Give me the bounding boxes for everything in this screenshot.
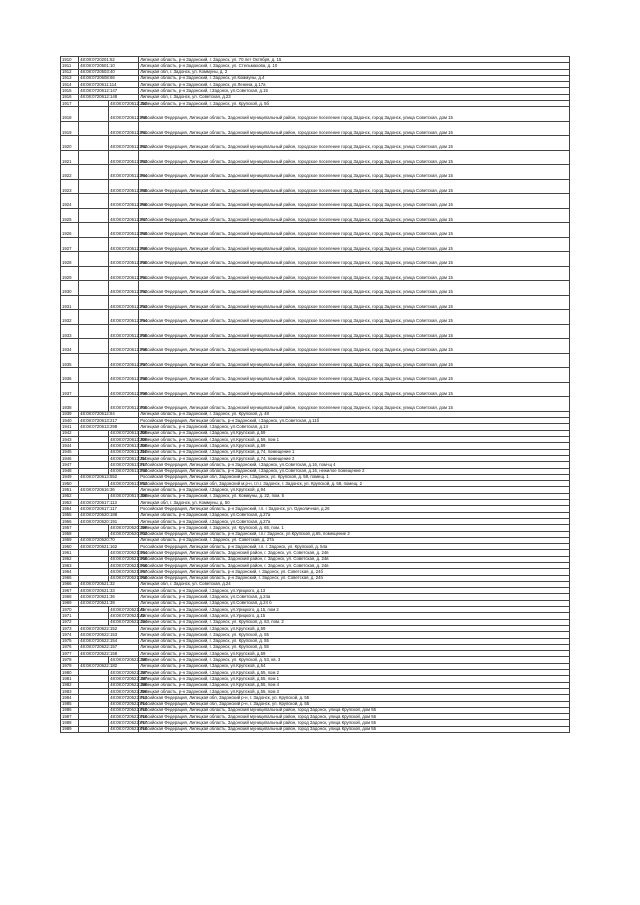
address-cell: Российская Федерация, Липецкая область, р-н Задонский, г.п. г Задонск, ул. Одноличная, д.26 <box>139 506 570 512</box>
address-cell: Российская Федерация, Липецкая область, р-н Задонский, г. Задонск, ул. Советская, д. 24б <box>139 575 570 581</box>
address-cell: Липецкая обл, г. Задонск, ул. Советская, д.24 <box>139 581 570 587</box>
cadastral-number-parcel: 48:08:0720621:33 <box>79 588 139 594</box>
cadastral-number-building: 48:08:0720613:311 <box>110 455 147 461</box>
cadastral-number-building: 48:08:0720622:180 <box>110 657 148 663</box>
address-cell: Липецкая область, р-н Задонский, г. Задонск, ул. Стельмахова, д. 10 <box>139 63 570 69</box>
cadastral-number-building: 48:08:0720621:165 <box>110 556 148 562</box>
row-number: 1942 <box>61 430 79 436</box>
cadastral-number-building: 48:08:0720622:417 <box>110 720 148 726</box>
address-cell: Липецкая область, р-н Задонский, г. Задонск, ул. Крупской, д. 55 <box>139 644 570 650</box>
cadastral-number-building: 48:08:0720622:144 <box>110 619 148 625</box>
cadastral-number-parcel: 48:08:0720622:157 <box>79 644 139 650</box>
cadastral-number-parcel: 48:08:0720621:36 <box>79 594 139 600</box>
row-number: 1970 <box>61 607 79 613</box>
row-number: 1928 <box>61 252 79 267</box>
row-number: 1935 <box>61 353 79 368</box>
cadastral-number-building: 48:08:0720612:153 <box>110 100 148 106</box>
address-cell: Липецкая область, р-н Задонский, г.Задонск, ул.Советская, д.24а <box>139 594 570 600</box>
cadastral-number-parcel: 48:08:0720501:10 <box>79 63 139 69</box>
address-cell: Липецкая область, р-н Задонский, г.Задонск, ул.Урицкого, д.15, пом 2 <box>139 607 570 613</box>
row-number: 1965 <box>61 575 79 581</box>
address-cell: Липецкая область, р-н Задонский, г. Задонск, ул. Советская, д. 27а <box>139 537 570 543</box>
table-row <box>61 121 570 136</box>
row-number: 1964 <box>61 569 79 575</box>
cadastral-number-parcel: 48:08:0720617:117 <box>79 506 139 512</box>
cadastral-number-building: 48:08:0720620:203 <box>110 531 148 537</box>
cadastral-number-parcel: 48:08:0720612:147 <box>79 88 139 94</box>
cadastral-number-building: 48:08:0720613:317 <box>110 461 148 467</box>
address-cell: Липецкая область, р-н Задонский, г.Задонск, ул.Крупской, д.59 <box>139 651 570 657</box>
row-number: 1967 <box>61 588 79 594</box>
address-cell: Липецкая область, р-н Задонский, г. Задонск, ул. Крупской, д. 63, пом. 2 <box>139 619 570 625</box>
address-cell: Липецкая область, р-н Задонский, г. Задонск, ул. Крупской, д. 53, кв. 3 <box>139 657 570 663</box>
row-number: 1927 <box>61 237 79 252</box>
row-number: 1980 <box>61 670 79 676</box>
cadastral-number-parcel: 48:08:0720622:153 <box>79 632 139 638</box>
row-number: 1989 <box>61 726 79 732</box>
cadastral-number-building: 48:08:0720622:414 <box>110 701 148 707</box>
cadastral-number-parcel <box>79 107 109 122</box>
cadastral-number-building: 48:08:0720612:383 <box>109 150 139 165</box>
row-number: 1939 <box>61 411 79 417</box>
row-number: 1986 <box>61 707 79 713</box>
cadastral-number-building: 48:08:0720621:168 <box>110 575 148 581</box>
address-cell: Российская Федерация, Липецкая область, Задонский муниципальный район, городское поселение город Задонск, город Задонск, улица Советская, дом 15 <box>139 150 570 165</box>
cadastral-number-parcel: 48:08:0720622:152 <box>79 625 139 631</box>
table-row <box>61 281 570 296</box>
cadastral-number-building: 48:08:0720613:308 <box>110 442 148 448</box>
cadastral-number-parcel: 48:08:0720613:298 <box>79 424 139 430</box>
address-cell: Российская Федерация, Липецкая область, Задонский муниципальный район, городское поселение город Задонск, город Задонск, улица Советская, дом 15 <box>139 237 570 252</box>
cadastral-number-building: 48:08:0720621:42 <box>110 612 145 618</box>
cadastral-number-building: 48:08:0720622:396 <box>110 688 148 694</box>
cadastral-number-parcel: 48:08:0720503:40 <box>79 69 139 75</box>
table-row <box>61 208 570 223</box>
cadastral-number-building: 48:08:0720622:187 <box>110 675 148 681</box>
row-number: 1911 <box>61 63 79 69</box>
cadastral-number-building: 48:08:0720612:384 <box>109 165 139 180</box>
address-cell: Российская Федерация, Липецкая область, Задонский муниципальный район, городское поселение город Задонск, город Задонск, улица Советская, дом 15 <box>139 397 570 412</box>
table-row <box>61 179 570 194</box>
row-number: 1958 <box>61 531 79 537</box>
row-number: 1962 <box>61 556 79 562</box>
row-number: 1923 <box>61 179 79 194</box>
address-cell: Липецкая область, р-н Задонский, г.Задонск, ул.Урицкого, д.13 <box>139 588 570 594</box>
address-cell: Российская Федерация, Липецкая область, Задонский муниципальный район, городское поселение город Задонск, город Задонск, улица Советская, дом 15 <box>139 266 570 281</box>
address-cell: Липецкая область, р-н Задонский, г.Задонск, ул.Крупской, д.94 <box>139 487 570 493</box>
cadastral-number-parcel <box>79 150 109 165</box>
row-number: 1966 <box>61 581 79 587</box>
address-cell: Российская Федерация, Липецкая область, Задонский муниципальный район, городское поселение город Задонск, город Задонск, улица Советская, дом 15 <box>139 310 570 325</box>
row-number: 1924 <box>61 194 79 209</box>
address-cell: Российская Федерация, Липецкая область, р-н Задонский, г.п.г Задонск, ул.Крупской, д.65, помещение 2 <box>139 531 570 537</box>
row-number: 1952 <box>61 493 79 499</box>
row-number: 1983 <box>61 688 79 694</box>
row-number: 1933 <box>61 324 79 339</box>
address-cell: Российская Федерация, Липецкая область, Задонский муниципальный район, городское поселение город Задонск, город Задонск, улица Советская, дом 15 <box>139 252 570 267</box>
row-number: 1988 <box>61 720 79 726</box>
cadastral-number-parcel: 48:08:0720617:113 <box>79 500 139 506</box>
row-number: 1982 <box>61 682 79 688</box>
address-cell: Липецкая область, р-н Задонский, г.Задонск, ул.Советская, д.27а <box>139 518 570 524</box>
table-row <box>61 165 570 180</box>
cadastral-number-parcel: 48:08:0720621:162 <box>79 544 139 550</box>
table-row <box>61 324 570 339</box>
cadastral-number-parcel: 48:08:0720622:154 <box>79 638 139 644</box>
row-number: 1917 <box>61 101 79 107</box>
row-number: 1931 <box>61 295 79 310</box>
address-cell: Российская Федерация, Липецкая область, р-н Задонский, г.Задонск, ул.Советская, д.11б <box>139 418 570 424</box>
address-cell: Российская Федерация, Липецкая обл, Задонский р-н, г.Задонск, ул. Крупской, д. 58, помещ. 1 <box>139 474 570 480</box>
row-number: 1929 <box>61 266 79 281</box>
row-number: 1963 <box>61 563 79 569</box>
row-number: 1972 <box>61 619 79 625</box>
row-number: 1974 <box>61 632 79 638</box>
table-row <box>61 726 570 732</box>
cadastral-number-parcel <box>79 397 109 412</box>
cadastral-number-building: 48:08:0720612:382 <box>109 136 139 151</box>
table-row <box>61 150 570 165</box>
address-cell: Липецкая область, р-н Задонский, г.Задонск, ул.Крупской, д.59, пом 1 <box>139 437 570 443</box>
address-cell: Российская Федерация, Липецкая область, Задонский муниципальный район, городское поселение город Задонск, город Задонск, улица Советская, дом 15 <box>139 223 570 238</box>
table-row <box>61 397 570 412</box>
address-cell: Липецкая область, р-н Задонский, г.Задонск, ул.Крупской, д.59 <box>139 443 570 449</box>
cadastral-number-parcel: 48:08:0720201:62 <box>79 57 139 63</box>
table-row <box>61 194 570 209</box>
cadastral-number-parcel: 48:08:0720621:39 <box>79 600 139 606</box>
row-number: 1969 <box>61 600 79 606</box>
address-cell: Российская Федерация, Липецкая область, Задонский муниципальный район, городское поселение город Задонск, город Задонск, улица Советская, дом 15 <box>139 136 570 151</box>
table-row <box>61 353 570 368</box>
address-cell: Российская Федерация, Липецкая область, р-н Задонский, г.Задонск, ул.Советская, д.16, пом-щ 4 <box>139 462 570 468</box>
table-row <box>61 266 570 281</box>
cadastral-number-parcel <box>79 223 109 238</box>
cadastral-number-parcel: 48:08:0720608:66 <box>79 75 139 81</box>
row-number: 1975 <box>61 638 79 644</box>
cadastral-number-parcel <box>79 252 109 267</box>
cadastral-number-parcel: 48:08:0720612:84 <box>79 411 139 417</box>
cadastral-number-parcel <box>79 353 109 368</box>
cadastral-number-parcel <box>79 266 109 281</box>
address-cell: Липецкая область, р-н Задонский, г.Задонск, ул.Урицкого, д.15 <box>139 613 570 619</box>
row-number: 1940 <box>61 418 79 424</box>
address-cell: Липецкая область, р-н Задонский, г. Задонск, ул. 70 лет Октября, д. 15 <box>139 57 570 63</box>
row-number: 1946 <box>61 455 79 461</box>
row-number: 1977 <box>61 651 79 657</box>
cadastral-number-parcel <box>79 339 109 354</box>
address-cell: Российская Федерация, Липецкая область, Задонский муниципальный район, город Задонск, улица Крупской, дом 55 <box>139 726 570 732</box>
cadastral-number-building: 48:08:0720622:416 <box>110 713 148 719</box>
table-row <box>61 252 570 267</box>
address-cell: Липецкая область, р-н Задонский, г.Задонск, ул.Крупской, д.74, помещение 1 <box>139 449 570 455</box>
address-cell: Липецкая область, р-н Задонский, г.Задонск, ул.Крупской, д.55, пом 4 <box>139 682 570 688</box>
cadastral-number-building: 48:08:0720612:397 <box>109 353 139 368</box>
address-cell: Российская Федерация, Липецкая область, Задонский муниципальный район, городское поселение город Задонск, город Задонск, улица Советская, дом 15 <box>139 208 570 223</box>
row-number: 1985 <box>61 701 79 707</box>
cadastral-number-building: 48:08:0720612:400 <box>109 397 139 412</box>
cadastral-number-building: 48:08:0720612:380 <box>109 107 139 122</box>
cadastral-number-parcel: 48:08:0720616:36 <box>79 487 139 493</box>
cadastral-number-parcel <box>79 281 109 296</box>
cadastral-number-parcel: 48:08:0720613:552 <box>79 474 139 480</box>
cadastral-number-building: 48:08:0720612:393 <box>109 295 139 310</box>
row-number: 1920 <box>61 136 79 151</box>
address-cell: Российская Федерация, Липецкая область, Задонский муниципальный район, городское поселение город Задонск, город Задонск, улица Советская, дом 15 <box>139 368 570 383</box>
row-number: 1976 <box>61 644 79 650</box>
cadastral-number-parcel: 48:08:0720621:32 <box>79 581 139 587</box>
cadastral-number-parcel <box>79 382 109 397</box>
table-row <box>61 339 570 354</box>
address-cell: Липецкая область, р-н Задонский, г. Задонск, ул. Крупской, д. 65, пом. 1 <box>139 525 570 531</box>
cadastral-number-building: 48:08:0720613:310 <box>110 449 148 455</box>
cadastral-number-building: 48:08:0720622:418 <box>110 726 148 732</box>
row-number: 1937 <box>61 382 79 397</box>
table-row <box>61 382 570 397</box>
row-number: 1987 <box>61 714 79 720</box>
cadastral-number-building: 48:08:0720613:305 <box>110 430 148 436</box>
address-cell: Российская Федерация, Липецкая область, р-н Задонский, г.п. г. Задонск, ул. Крупской, д. 54а <box>139 544 570 550</box>
row-number: 1968 <box>61 594 79 600</box>
cadastral-number-parcel <box>79 194 109 209</box>
address-cell: Липецкая обл, г. Задонск, ул. Советская, д.23 <box>139 94 570 100</box>
address-cell: Российская Федерация, Липецкая область, р-н Задонский, г.Задонск, ул.Советская, д.16, нежилое помещение 2 <box>139 468 570 474</box>
address-cell: Липецкая область, р-н Задонский, г.Задонск, ул.Советская, д.14 <box>139 424 570 430</box>
address-cell: Российская Федерация, Липецкая область, Задонский муниципальный район, город Задонск, улица Крупской, дом 55 <box>139 720 570 726</box>
row-number: 1949 <box>61 474 79 480</box>
cadastral-number-parcel <box>79 324 109 339</box>
cadastral-number-building: 48:08:0720612:387 <box>109 208 139 223</box>
cadastral-number-parcel: 48:08:0720622:158 <box>79 651 139 657</box>
cadastral-number-building: 48:08:0720621:166 <box>110 562 148 568</box>
address-cell: Липецкая область, р-н Задонский, г.Задонск, ул.Крупской, д.55, пом 1 <box>139 676 570 682</box>
row-number: 1957 <box>61 525 79 531</box>
address-cell: Российская Федерация, Липецкая область, р-н Задонский, г. Задонск, ул. Советская, д. 24б <box>139 569 570 575</box>
row-number: 1984 <box>61 695 79 701</box>
row-number: 1938 <box>61 397 79 412</box>
cadastral-number-parcel <box>79 136 109 151</box>
address-cell: Липецкая область, р-н Задонский, г. Задонск, ул.Коммуны, д.4 <box>139 75 570 81</box>
address-cell: Липецкая область, р-н Задонский, г.Задонск, ул.Крупской, д.74, помещение 2 <box>139 455 570 461</box>
cadastral-number-building: 48:08:0720612:388 <box>109 223 139 238</box>
row-number: 1943 <box>61 437 79 443</box>
row-number: 1912 <box>61 69 79 75</box>
cadastral-number-building: 48:08:0720612:389 <box>109 237 139 252</box>
row-number: 1918 <box>61 107 79 122</box>
cadastral-number-building: 48:08:0720612:394 <box>109 310 139 325</box>
cadastral-number-parcel <box>79 368 109 383</box>
table-row <box>61 310 570 325</box>
address-cell: Липецкая обл, г. Задонск, ул. Коммуны, д. 2 <box>139 69 570 75</box>
address-cell: Российская Федерация, Липецкая обл, Задонский м.р-н, г.п.г. Задонск, г. Задонск, ул. Крупской, д. 58, помещ. 2 <box>139 481 570 487</box>
cadastral-number-parcel: 48:08:0720620:70 <box>79 537 139 543</box>
row-number: 1910 <box>61 57 79 63</box>
address-cell: Российская Федерация, Липецкая область, Задонский муниципальный район, городское поселение город Задонск, город Задонск, улица Советская, дом 15 <box>139 194 570 209</box>
cadastral-number-building: 48:08:0720613:338 <box>110 468 148 474</box>
address-cell: Липецкая область, р-н Задонский, г. Задонск, ул. Коммуны, д. 22, пом. 5 <box>139 493 570 499</box>
address-cell: Липецкая область, р-н Задонский, г.Задонск, ул.Крупской, д.59 <box>139 430 570 436</box>
address-cell: Российская Федерация, Липецкая область, Задонский муниципальный район, городское поселение город Задонск, город Задонск, улица Советская, дом 15 <box>139 179 570 194</box>
address-cell: Российская Федерация, Липецкая область, Задонский муниципальный район, городское поселение город Задонск, город Задонск, улица Советская, дом 15 <box>139 295 570 310</box>
row-number: 1955 <box>61 512 79 518</box>
row-number: 1959 <box>61 537 79 543</box>
address-cell: Липецкая область, р-н Задонский, г.Задонск, ул.Крупской, д.54 <box>139 663 570 669</box>
table-row <box>61 223 570 238</box>
cadastral-number-parcel: 48:08:0720613:217 <box>79 418 139 424</box>
row-number: 1913 <box>61 75 79 81</box>
row-number: 1951 <box>61 487 79 493</box>
row-number: 1930 <box>61 281 79 296</box>
table-row <box>61 136 570 151</box>
cadastral-number-parcel <box>79 295 109 310</box>
cadastral-number-building: 48:08:0720622:413 <box>110 694 148 700</box>
row-number: 1914 <box>61 82 79 88</box>
address-cell: Липецкая область, р-н Задонский, г. Задонск, ул. Крупской, д. 48 <box>139 411 570 417</box>
address-cell: Российская Федерация, Липецкая область, Задонский муниципальный район, городское поселение город Задонск, город Задонск, улица Советская, дом 15 <box>139 382 570 397</box>
address-cell: Липецкая область, р-н Задонский, г. Задонск, ул.Ленина, д.17а <box>139 82 570 88</box>
row-number: 1950 <box>61 481 79 487</box>
address-cell: Российская Федерация, Липецкая область, Задонский муниципальный район, городское поселение город Задонск, город Задонск, улица Советская, дом 15 <box>139 353 570 368</box>
table-row <box>61 368 570 383</box>
cadastral-number-building: 48:08:0720612:386 <box>109 194 139 209</box>
cadastral-number-building: 48:08:0720622:188 <box>110 682 148 688</box>
cadastral-number-building: 48:08:0720612:381 <box>109 121 139 136</box>
cadastral-number-building: 48:08:0720617:108 <box>110 493 148 499</box>
row-number: 1979 <box>61 663 79 669</box>
cadastral-number-parcel: 48:08:0720622:182 <box>79 663 139 669</box>
cadastral-number-building: 48:08:0720620:199 <box>110 524 148 530</box>
row-number: 1915 <box>61 88 79 94</box>
row-number: 1953 <box>61 500 79 506</box>
address-cell: Липецкая область, р-н Задонский, г.Задонск, ул.Советская, д.15 <box>139 88 570 94</box>
row-number: 1919 <box>61 121 79 136</box>
table-row <box>61 295 570 310</box>
cadastral-number-building: 48:08:0720621:164 <box>110 550 148 555</box>
row-number: 1954 <box>61 506 79 512</box>
address-cell: Российская Федерация, Липецкая область, Задонский район, г. Задонск, ул. Советская, д. 24в <box>139 563 570 569</box>
cadastral-table <box>60 56 570 733</box>
cadastral-number-building: 48:08:0720612:385 <box>109 179 139 194</box>
address-cell: Липецкая область, р-н Задонский, г.Задонск, ул.Крупской, д.55, пом 3 <box>139 688 570 694</box>
address-cell: Российская Федерация, Липецкая область, Задонский муниципальный район, городское поселение город Задонск, город Задонск, улица Советская, дом 15 <box>139 107 570 122</box>
cadastral-number-building: 48:08:0720612:399 <box>109 382 139 397</box>
row-number: 1947 <box>61 462 79 468</box>
row-number: 1916 <box>61 94 79 100</box>
cadastral-number-parcel <box>79 165 109 180</box>
cadastral-number-building: 48:08:0720621:167 <box>110 568 148 574</box>
cadastral-number-parcel: 48:08:0720611:114 <box>79 82 139 88</box>
row-number: 1936 <box>61 368 79 383</box>
cadastral-number-parcel <box>79 310 109 325</box>
cadastral-number-parcel <box>79 237 109 252</box>
address-cell: Липецкая область, р-н Задонский, г.Задонск, ул.Крупской, д.59 <box>139 625 570 631</box>
address-cell: Российская Федерация, Липецкая обл, Задонский р-н, г. Задонск, ул. Крупской, д. 55 <box>139 695 570 701</box>
cadastral-number-building: 48:08:0720612:391 <box>109 266 139 281</box>
cadastral-number-parcel <box>79 121 109 136</box>
address-cell: Российская Федерация, Липецкая область, Задонский муниципальный район, городское поселение город Задонск, город Задонск, улица Советская, дом 15 <box>139 339 570 354</box>
table-body <box>61 57 570 733</box>
table-row <box>61 237 570 252</box>
cadastral-number-parcel <box>79 726 109 732</box>
address-cell: Российская Федерация, Липецкая область, Задонский район, г. Задонск, ул. Советская, д. 24в <box>139 550 570 556</box>
row-number: 1960 <box>61 544 79 550</box>
row-number: 1971 <box>61 613 79 619</box>
address-cell: Российская Федерация, Липецкая область, Задонский муниципальный район, городское поселение город Задонск, город Задонск, улица Советская, дом 15 <box>139 121 570 136</box>
cadastral-number-building: 48:08:0720622:415 <box>110 707 148 713</box>
address-cell: Липецкая область, р-н Задонский, г.Задонск, ул.Советская, д.27а <box>139 512 570 518</box>
row-number: 1956 <box>61 518 79 524</box>
cadastral-number-building: 48:08:0720612:395 <box>109 324 139 339</box>
row-number: 1922 <box>61 165 79 180</box>
cadastral-number-building: 48:08:0720612:392 <box>109 281 139 296</box>
address-cell: Липецкая обл, г. Задонск, ул. Коммуны, д. 50 <box>139 500 570 506</box>
cadastral-number-building: 48:08:0720622:187 <box>110 669 148 675</box>
row-number: 1934 <box>61 339 79 354</box>
row-number: 1981 <box>61 676 79 682</box>
row-number: 1926 <box>61 223 79 238</box>
row-number: 1941 <box>61 424 79 430</box>
cadastral-number-building: 48:08:0720613:553 <box>110 480 148 486</box>
address-cell: Липецкая область, р-н Задонский, г.Задонск, ул.Советская, д.24 б <box>139 600 570 606</box>
address-cell: Липецкая область, р-н Задонский, г. Задонск, ул. Крупской, д. 55 <box>139 632 570 638</box>
cadastral-number-building: 48:08:0720612:390 <box>109 252 139 267</box>
address-cell: Липецкая область, р-н Задонский, г. Задонск, ул. Крупской, д. 55 <box>139 638 570 644</box>
cadastral-number-building: 48:08:0720621:41 <box>110 606 145 612</box>
address-cell: Российская Федерация, Липецкая область, Задонский район, г. Задонск, ул. Советская, д. 24в <box>139 556 570 562</box>
row-number: 1973 <box>61 625 79 631</box>
cadastral-number-parcel: 48:08:0720612:148 <box>79 94 139 100</box>
address-cell: Российская Федерация, Липецкая обл, Задонский р-н, г. Задонск, ул. Крупской, д. 55 <box>139 701 570 707</box>
row-number: 1925 <box>61 208 79 223</box>
cadastral-number-building: 48:08:0720612:398 <box>109 368 139 383</box>
cadastral-number-parcel <box>79 208 109 223</box>
table-row <box>61 107 570 122</box>
row-number: 1945 <box>61 449 79 455</box>
address-cell: Российская Федерация, Липецкая область, Задонский муниципальный район, городское поселение город Задонск, город Задонск, улица Советская, дом 15 <box>139 165 570 180</box>
address-cell: Российская Федерация, Липецкая область, Задонский муниципальный район, город Задонск, улица Крупской, дом 55 <box>139 707 570 713</box>
address-cell: Российская Федерация, Липецкая область, Задонский муниципальный район, городское поселение город Задонск, город Задонск, улица Советская, дом 15 <box>139 324 570 339</box>
address-cell: Липецкая область, р-н Задонский, г. Задонск, ул. Крупской, д. 5б <box>139 101 570 107</box>
row-number: 1948 <box>61 468 79 474</box>
cadastral-number-building: 48:08:0720613:306 <box>110 436 148 442</box>
address-cell: Липецкая область, р-н Задонский, г.Задонск, ул.Крупской, д.55, пом 2 <box>139 670 570 676</box>
row-number: 1932 <box>61 310 79 325</box>
address-cell: Российская Федерация, Липецкая область, Задонский муниципальный район, город Задонск, улица Крупской, дом 55 <box>139 714 570 720</box>
cadastral-number-parcel: 48:08:0720620:188 <box>79 512 139 518</box>
cadastral-number-parcel: 48:08:0720620:191 <box>79 518 139 524</box>
row-number: 1944 <box>61 443 79 449</box>
address-cell: Российская Федерация, Липецкая область, Задонский муниципальный район, городское поселение город Задонск, город Задонск, улица Советская, дом 15 <box>139 281 570 296</box>
cadastral-number-building: 48:08:0720612:396 <box>109 339 139 354</box>
row-number: 1921 <box>61 150 79 165</box>
cadastral-number-parcel <box>79 179 109 194</box>
row-number: 1978 <box>61 657 79 663</box>
row-number: 1961 <box>61 550 79 556</box>
